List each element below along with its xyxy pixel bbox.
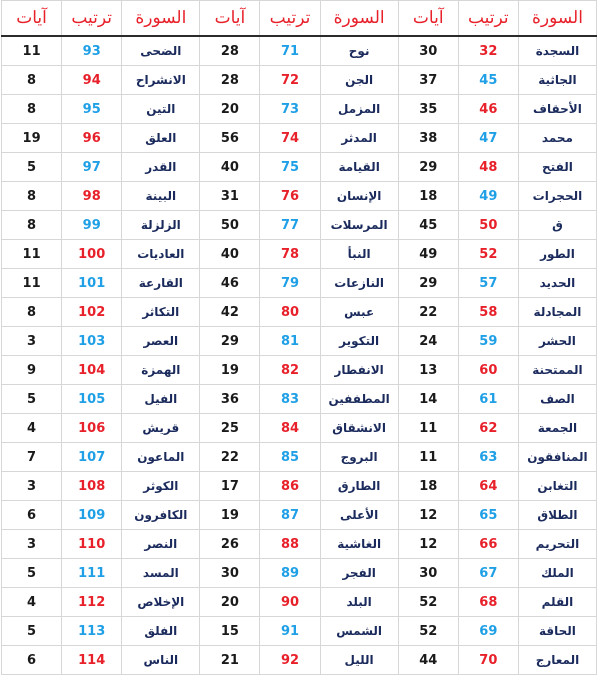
surah-name-cell: الفيل — [122, 385, 200, 414]
surah-order-cell: 32 — [458, 36, 518, 66]
ayat-count-cell: 40 — [200, 240, 260, 269]
surah-name-cell: الزلزلة — [122, 211, 200, 240]
table-row — [2, 298, 597, 327]
surah-order-cell: 108 — [62, 472, 122, 501]
surah-order-cell: 88 — [260, 530, 320, 559]
surah-order-cell: 71 — [260, 36, 320, 66]
surah-name-cell: التكوير — [320, 327, 398, 356]
ayat-count-cell: 19 — [2, 124, 62, 153]
surah-name-cell: الماعون — [122, 443, 200, 472]
ayat-count-cell: 45 — [398, 211, 458, 240]
surah-name-cell: الشمس — [320, 617, 398, 646]
surah-order-cell: 83 — [260, 385, 320, 414]
surah-order-cell: 96 — [62, 124, 122, 153]
surah-name-cell: ق — [518, 211, 596, 240]
table-row — [2, 385, 597, 414]
surah-name-cell: المنافقون — [518, 443, 596, 472]
surah-name-cell: الحجرات — [518, 182, 596, 211]
surah-name-cell: الجن — [320, 66, 398, 95]
table-row — [2, 414, 597, 443]
surah-name-cell: النازعات — [320, 269, 398, 298]
header-row — [2, 1, 597, 37]
surah-order-cell: 58 — [458, 298, 518, 327]
surah-name-cell: الفتح — [518, 153, 596, 182]
surah-name-cell: الفلق — [122, 617, 200, 646]
ayat-count-cell: 37 — [398, 66, 458, 95]
ayat-count-cell: 8 — [2, 182, 62, 211]
ayat-count-cell: 19 — [200, 356, 260, 385]
surah-name-cell: الطارق — [320, 472, 398, 501]
surah-name-cell: التين — [122, 95, 200, 124]
surah-name-cell: القلم — [518, 588, 596, 617]
surah-name-cell: نوح — [320, 36, 398, 66]
surah-order-cell: 87 — [260, 501, 320, 530]
ayat-count-cell: 5 — [2, 385, 62, 414]
ayat-count-cell: 22 — [398, 298, 458, 327]
surah-order-cell: 72 — [260, 66, 320, 95]
surah-name-cell: الناس — [122, 646, 200, 675]
surah-order-cell: 60 — [458, 356, 518, 385]
ayat-count-cell: 4 — [2, 414, 62, 443]
ayat-count-cell: 26 — [200, 530, 260, 559]
table-row — [2, 269, 597, 298]
ayat-count-cell: 29 — [398, 153, 458, 182]
surah-name-cell: البينة — [122, 182, 200, 211]
surah-order-cell: 112 — [62, 588, 122, 617]
ayat-count-cell: 38 — [398, 124, 458, 153]
table-row — [2, 617, 597, 646]
surah-order-cell: 61 — [458, 385, 518, 414]
surah-order-cell: 111 — [62, 559, 122, 588]
surah-name-cell: الانشقاق — [320, 414, 398, 443]
ayat-count-cell: 6 — [2, 646, 62, 675]
table-row — [2, 646, 597, 675]
ayat-count-cell: 12 — [398, 530, 458, 559]
surah-name-cell: الكوثر — [122, 472, 200, 501]
ayat-count-cell: 17 — [200, 472, 260, 501]
ayat-count-cell: 9 — [2, 356, 62, 385]
table-row — [2, 182, 597, 211]
surah-order-cell: 65 — [458, 501, 518, 530]
surah-order-cell: 77 — [260, 211, 320, 240]
surah-name-cell: الانفطار — [320, 356, 398, 385]
ayat-count-cell: 8 — [2, 95, 62, 124]
ayat-count-cell: 19 — [200, 501, 260, 530]
surah-name-cell: المسد — [122, 559, 200, 588]
surah-name-cell: الممتحنة — [518, 356, 596, 385]
ayat-count-cell: 18 — [398, 182, 458, 211]
surah-order-cell: 91 — [260, 617, 320, 646]
header-surah-1: السورة — [518, 1, 596, 37]
surah-order-cell: 82 — [260, 356, 320, 385]
surah-order-cell: 85 — [260, 443, 320, 472]
surah-order-cell: 90 — [260, 588, 320, 617]
header-ayat-1: آيات — [398, 1, 458, 37]
surah-order-cell: 78 — [260, 240, 320, 269]
surah-name-cell: القيامة — [320, 153, 398, 182]
table-row — [2, 472, 597, 501]
surah-order-cell: 98 — [62, 182, 122, 211]
surah-name-cell: الملك — [518, 559, 596, 588]
surah-order-cell: 99 — [62, 211, 122, 240]
ayat-count-cell: 46 — [200, 269, 260, 298]
surah-order-cell: 114 — [62, 646, 122, 675]
ayat-count-cell: 12 — [398, 501, 458, 530]
surah-order-cell: 89 — [260, 559, 320, 588]
ayat-count-cell: 14 — [398, 385, 458, 414]
ayat-count-cell: 30 — [398, 36, 458, 66]
table-row — [2, 66, 597, 95]
header-surah-3: السورة — [122, 1, 200, 37]
surah-name-cell: الحاقة — [518, 617, 596, 646]
surah-order-cell: 45 — [458, 66, 518, 95]
ayat-count-cell: 8 — [2, 66, 62, 95]
ayat-count-cell: 11 — [2, 240, 62, 269]
ayat-count-cell: 35 — [398, 95, 458, 124]
ayat-count-cell: 25 — [200, 414, 260, 443]
surah-name-cell: النبأ — [320, 240, 398, 269]
surah-order-cell: 104 — [62, 356, 122, 385]
ayat-count-cell: 6 — [2, 501, 62, 530]
surah-order-cell: 100 — [62, 240, 122, 269]
ayat-count-cell: 56 — [200, 124, 260, 153]
ayat-count-cell: 40 — [200, 153, 260, 182]
table-row — [2, 588, 597, 617]
ayat-count-cell: 5 — [2, 617, 62, 646]
surah-order-cell: 48 — [458, 153, 518, 182]
ayat-count-cell: 5 — [2, 153, 62, 182]
surah-order-cell: 113 — [62, 617, 122, 646]
table-row — [2, 443, 597, 472]
surah-order-cell: 52 — [458, 240, 518, 269]
surah-name-cell: المجادلة — [518, 298, 596, 327]
ayat-count-cell: 44 — [398, 646, 458, 675]
ayat-count-cell: 3 — [2, 530, 62, 559]
surah-name-cell: الإنسان — [320, 182, 398, 211]
ayat-count-cell: 36 — [200, 385, 260, 414]
table-body — [2, 36, 597, 675]
surah-name-cell: العاديات — [122, 240, 200, 269]
ayat-count-cell: 11 — [398, 414, 458, 443]
table-row — [2, 559, 597, 588]
surah-name-cell: قريش — [122, 414, 200, 443]
ayat-count-cell: 20 — [200, 95, 260, 124]
surah-order-cell: 110 — [62, 530, 122, 559]
ayat-count-cell: 31 — [200, 182, 260, 211]
surah-name-cell: المعارج — [518, 646, 596, 675]
surah-order-cell: 81 — [260, 327, 320, 356]
header-ayat-2: آيات — [200, 1, 260, 37]
surah-name-cell: البلد — [320, 588, 398, 617]
ayat-count-cell: 29 — [398, 269, 458, 298]
surah-name-cell: الضحى — [122, 36, 200, 66]
header-ayat-3: آيات — [2, 1, 62, 37]
table-row — [2, 153, 597, 182]
ayat-count-cell: 13 — [398, 356, 458, 385]
ayat-count-cell: 5 — [2, 559, 62, 588]
surah-order-cell: 49 — [458, 182, 518, 211]
surah-order-cell: 102 — [62, 298, 122, 327]
surah-name-cell: القارعة — [122, 269, 200, 298]
ayat-count-cell: 28 — [200, 36, 260, 66]
surah-order-cell: 57 — [458, 269, 518, 298]
header-order-2: ترتيب — [260, 1, 320, 37]
ayat-count-cell: 15 — [200, 617, 260, 646]
surah-name-cell: عبس — [320, 298, 398, 327]
table-row — [2, 124, 597, 153]
ayat-count-cell: 52 — [398, 617, 458, 646]
ayat-count-cell: 3 — [2, 472, 62, 501]
surah-name-cell: الليل — [320, 646, 398, 675]
ayat-count-cell: 52 — [398, 588, 458, 617]
surah-order-cell: 70 — [458, 646, 518, 675]
surah-order-cell: 66 — [458, 530, 518, 559]
surah-name-cell: السجدة — [518, 36, 596, 66]
surah-name-cell: المطففين — [320, 385, 398, 414]
surah-name-cell: الجاثية — [518, 66, 596, 95]
surah-order-cell: 69 — [458, 617, 518, 646]
surah-order-cell: 103 — [62, 327, 122, 356]
ayat-count-cell: 24 — [398, 327, 458, 356]
surah-order-cell: 101 — [62, 269, 122, 298]
surah-order-cell: 59 — [458, 327, 518, 356]
ayat-count-cell: 42 — [200, 298, 260, 327]
surah-order-cell: 107 — [62, 443, 122, 472]
surah-order-cell: 73 — [260, 95, 320, 124]
surah-order-cell: 47 — [458, 124, 518, 153]
surah-order-cell: 68 — [458, 588, 518, 617]
surah-order-cell: 105 — [62, 385, 122, 414]
surah-order-cell: 64 — [458, 472, 518, 501]
surah-order-cell: 95 — [62, 95, 122, 124]
surah-name-cell: الغاشية — [320, 530, 398, 559]
surah-name-cell: الإخلاص — [122, 588, 200, 617]
surah-name-cell: النصر — [122, 530, 200, 559]
surah-order-cell: 67 — [458, 559, 518, 588]
surah-name-cell: الطلاق — [518, 501, 596, 530]
surah-name-cell: الحشر — [518, 327, 596, 356]
table-row — [2, 36, 597, 66]
table-row — [2, 501, 597, 530]
ayat-count-cell: 49 — [398, 240, 458, 269]
surah-table — [1, 0, 597, 675]
surah-name-cell: العلق — [122, 124, 200, 153]
surah-order-cell: 46 — [458, 95, 518, 124]
ayat-count-cell: 18 — [398, 472, 458, 501]
ayat-count-cell: 11 — [2, 36, 62, 66]
surah-name-cell: الأحقاف — [518, 95, 596, 124]
surah-order-cell: 84 — [260, 414, 320, 443]
surah-name-cell: المدثر — [320, 124, 398, 153]
surah-order-cell: 80 — [260, 298, 320, 327]
table-row — [2, 211, 597, 240]
surah-order-cell: 50 — [458, 211, 518, 240]
surah-name-cell: الطور — [518, 240, 596, 269]
ayat-count-cell: 20 — [200, 588, 260, 617]
surah-name-cell: المرسلات — [320, 211, 398, 240]
header-order-3: ترتيب — [62, 1, 122, 37]
surah-name-cell: الصف — [518, 385, 596, 414]
table-row — [2, 356, 597, 385]
surah-name-cell: التغابن — [518, 472, 596, 501]
ayat-count-cell: 11 — [2, 269, 62, 298]
header-surah-2: السورة — [320, 1, 398, 37]
ayat-count-cell: 21 — [200, 646, 260, 675]
surah-name-cell: الهمزة — [122, 356, 200, 385]
surah-order-cell: 75 — [260, 153, 320, 182]
ayat-count-cell: 30 — [398, 559, 458, 588]
surah-name-cell: المزمل — [320, 95, 398, 124]
surah-order-cell: 94 — [62, 66, 122, 95]
surah-order-cell: 106 — [62, 414, 122, 443]
ayat-count-cell: 7 — [2, 443, 62, 472]
surah-order-cell: 109 — [62, 501, 122, 530]
surah-name-cell: الانشراح — [122, 66, 200, 95]
ayat-count-cell: 3 — [2, 327, 62, 356]
ayat-count-cell: 29 — [200, 327, 260, 356]
surah-order-cell: 79 — [260, 269, 320, 298]
ayat-count-cell: 11 — [398, 443, 458, 472]
surah-name-cell: الكافرون — [122, 501, 200, 530]
table-row — [2, 95, 597, 124]
surah-name-cell: الجمعة — [518, 414, 596, 443]
ayat-count-cell: 4 — [2, 588, 62, 617]
surah-name-cell: القدر — [122, 153, 200, 182]
surah-name-cell: التحريم — [518, 530, 596, 559]
surah-order-cell: 63 — [458, 443, 518, 472]
header-order-1: ترتيب — [458, 1, 518, 37]
ayat-count-cell: 50 — [200, 211, 260, 240]
surah-name-cell: البروج — [320, 443, 398, 472]
surah-order-cell: 62 — [458, 414, 518, 443]
surah-order-cell: 93 — [62, 36, 122, 66]
surah-name-cell: التكاثر — [122, 298, 200, 327]
table-row — [2, 327, 597, 356]
surah-name-cell: الحديد — [518, 269, 596, 298]
surah-order-cell: 97 — [62, 153, 122, 182]
ayat-count-cell: 28 — [200, 66, 260, 95]
ayat-count-cell: 8 — [2, 298, 62, 327]
ayat-count-cell: 8 — [2, 211, 62, 240]
surah-order-cell: 86 — [260, 472, 320, 501]
surah-order-cell: 74 — [260, 124, 320, 153]
surah-name-cell: الأعلى — [320, 501, 398, 530]
surah-order-cell: 76 — [260, 182, 320, 211]
ayat-count-cell: 22 — [200, 443, 260, 472]
surah-name-cell: محمد — [518, 124, 596, 153]
table-row — [2, 530, 597, 559]
ayat-count-cell: 30 — [200, 559, 260, 588]
table-row — [2, 240, 597, 269]
surah-name-cell: الفجر — [320, 559, 398, 588]
surah-name-cell: العصر — [122, 327, 200, 356]
surah-order-cell: 92 — [260, 646, 320, 675]
